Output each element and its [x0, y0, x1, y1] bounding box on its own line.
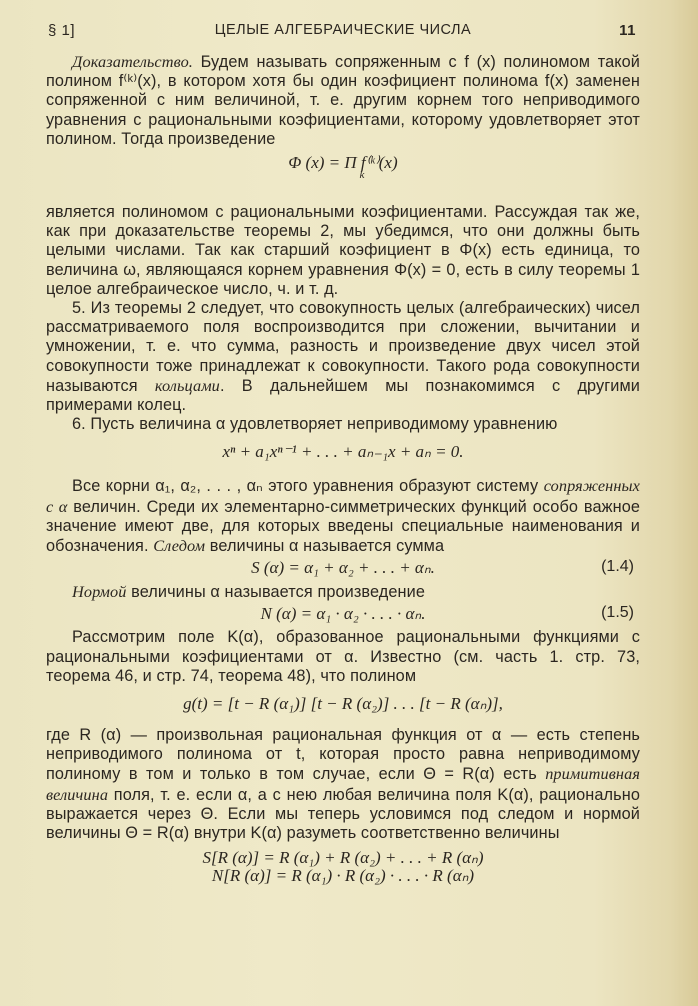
- term-trace: Следом: [153, 536, 206, 556]
- formula-trace: S (α) = α₁ + α₂ + . . . + αₙ. (1.4): [251, 558, 634, 578]
- formula-irreducible-equation: xⁿ + a₁xⁿ⁻¹ + . . . + aₙ₋₁x + aₙ = 0.: [222, 442, 464, 462]
- formula-norm: N (α) = α₁ · α₂ · . . . · αₙ. (1.5): [260, 604, 634, 624]
- term-conjugate: сопряженных с α: [46, 476, 640, 516]
- paragraph-6: 6. Пусть величина α удовлетворяет неприводимому уравнению: [72, 415, 558, 434]
- paragraph-5: 5. Из теоремы 2 следует, что совокупность целых (алгебраических) чисел рассматриваемого поля воспроизводится при сложении, вычитании и умножении, т. е. что сумма, разность и произведение двух чисел этой совокупности тоже принадлежат к совокупности. Такого рода совокупности называются кольцами. В дальнейшем мы познакомимся с другими примерами колец.: [46, 299, 640, 415]
- paragraph-roots: Все корни α₁, α₂, . . . , αₙ этого уравнения образуют систему сопряженных с α величин. Среди их элементарно-симметрических функций особо важное значение имеют две, для которых введены специальные наименования и обозначения. Следом величины α называется сумма: [46, 476, 640, 556]
- term-rings: кольцами: [154, 375, 220, 395]
- running-header: [46, 20, 640, 44]
- paragraph-proof: Доказательство. Будем называть сопряженным с f (x) полиномом такой полином f⁽ᵏ⁾(x), в котором хотя бы один коэфициент полинома f(x) заменен сопряженной с ним величиной, т. е. другим корнем того неприводимого уравнения с рациональными коэфициентами, которому удовлетворяет этот полином. Тогда произведение: [46, 52, 640, 148]
- page-number: 11: [619, 22, 636, 39]
- paragraph-norm: Нормой величины α называется произведение: [72, 582, 425, 602]
- formula-g: g(t) = [t − R (α₁)] [t − R (α₂)] . . . [t − R (αₙ)],: [183, 694, 503, 714]
- section-marker: § 1]: [48, 22, 76, 39]
- equation-number: (1.4): [601, 558, 634, 576]
- term-primitive: примитивная величина: [46, 764, 640, 804]
- paragraph-primitive: где R (α) — произвольная рациональная функция от α — есть степень неприводимого полинома от t, которая просто равна неприводимому полиному в том и только в том случае, если Θ = R(α) есть примитивная величина поля, т. е. если α, а с нею любая величина поля K(α), рационально выражается через Θ. Если мы теперь условимся под следом и нормой величины Θ = R(α) внутри K(α) разуметь соответственно величины: [46, 726, 640, 843]
- paragraph-rational: является полиномом с рациональными коэфициентами. Рассуждая так же, как при доказательстве теоремы 2, мы убедимся, что они должны быть целыми числами. Так как старший коэфициент в Φ(x) есть единица, то величина ω, являющаяся корнем уравнения Φ(x) = 0, есть в силу теоремы 1 целое алгебраическое число, ч. и т. д.: [46, 203, 640, 298]
- chapter-title: ЦЕЛЫЕ АЛГЕБРАИЧЕСКИЕ ЧИСЛА: [214, 22, 472, 38]
- book-page: [46, 20, 640, 885]
- paragraph-field: Рассмотрим поле K(α), образованное рациональными функциями с рациональными коэфициентами от α. Известно (см. часть 1. стр. 73, теорема 46, и стр. 74, теорема 48), что полином: [46, 628, 640, 685]
- proof-label: Доказательство.: [72, 52, 193, 71]
- formula-trace-R: S[R (α)] = R (α₁) + R (α₂) + . . . + R (αₙ): [202, 848, 484, 868]
- formula-norm-R: N[R (α)] = R (α₁) · R (α₂) · . . . · R (αₙ): [211, 866, 475, 886]
- formula-phi: Φ (x) = Π f⁽ᵏ⁾(x) k: [288, 153, 398, 182]
- term-norm: Нормой: [72, 582, 127, 602]
- equation-number: (1.5): [601, 604, 634, 622]
